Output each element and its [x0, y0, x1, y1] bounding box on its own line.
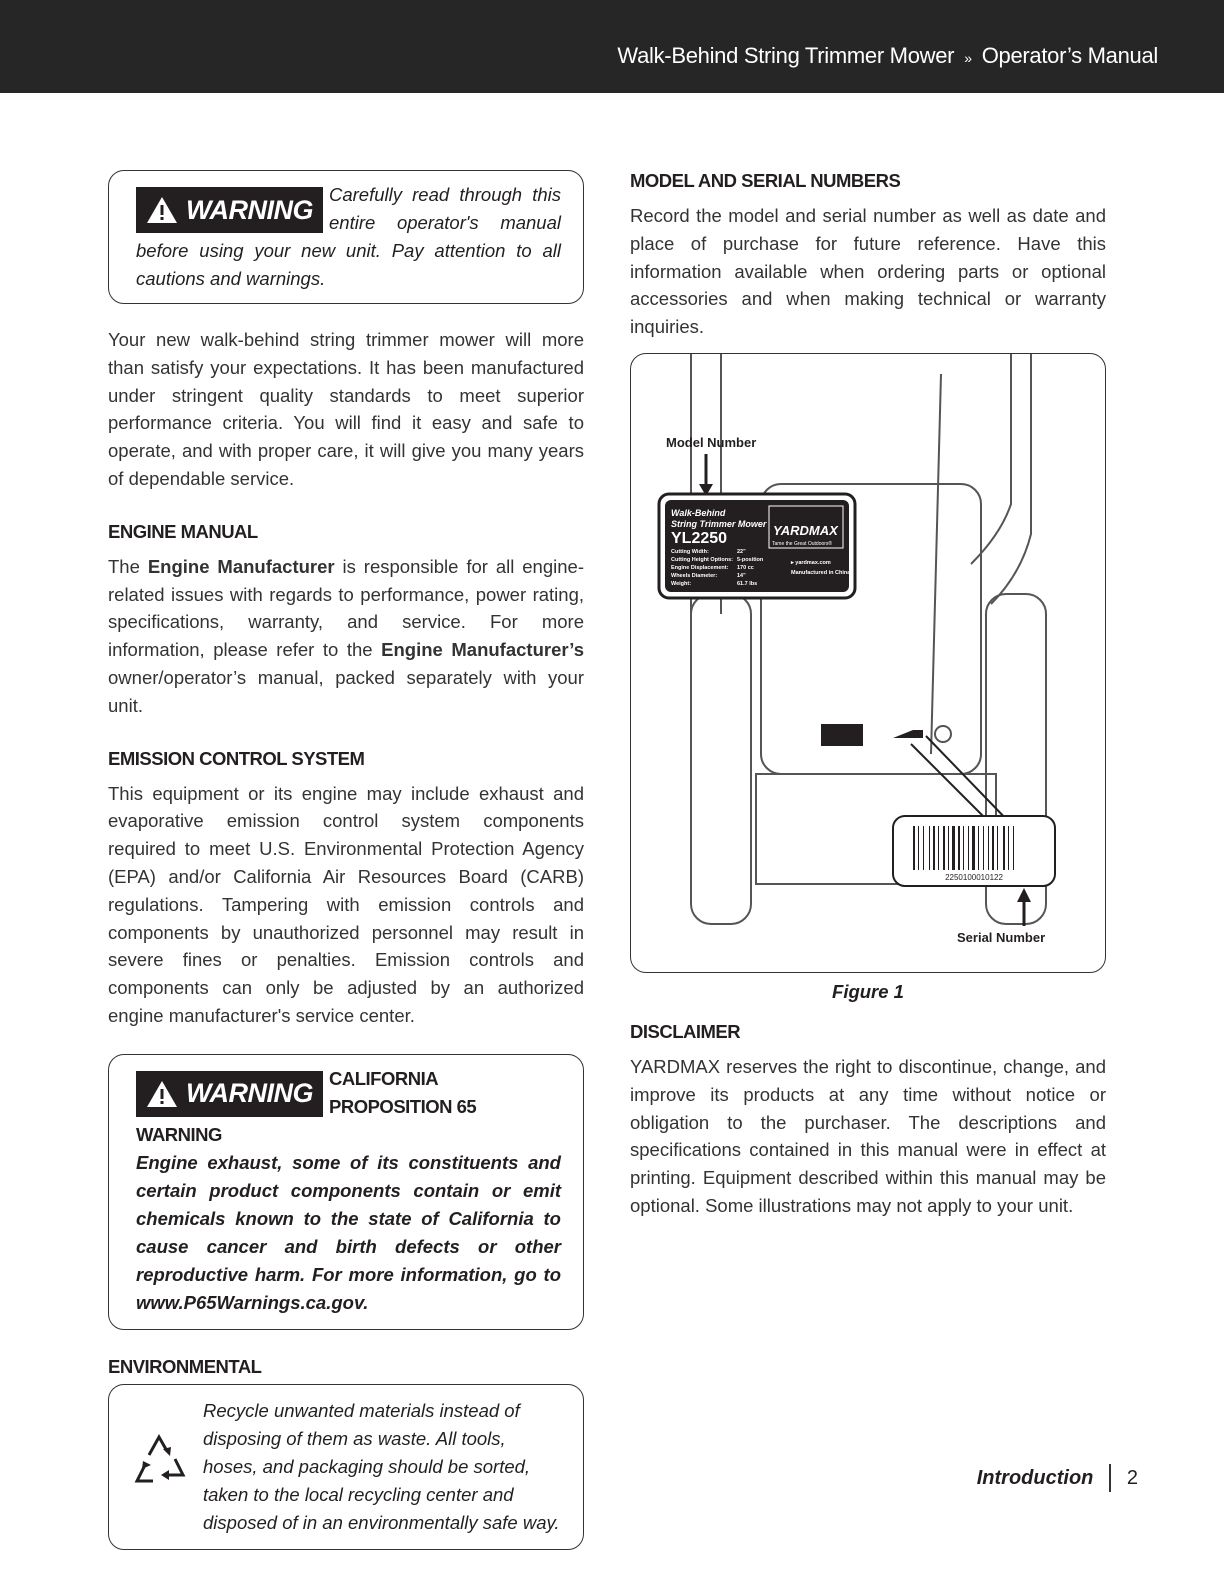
- svg-text:Engine Displacement:: Engine Displacement:: [671, 564, 729, 571]
- warning-box-manual: [108, 170, 584, 304]
- svg-text:String Trimmer Mower: String Trimmer Mower: [671, 518, 767, 529]
- serial-number: 2250100010122: [945, 872, 1003, 882]
- svg-text:Weight:: Weight:: [671, 580, 692, 587]
- disclaimer-paragraph: YARDMAX reserves the right to discontinue, change, and improve its products at any time without notice or obligation to the purchaser. The descriptions and specifications contained in this manual were in effect at printing. Equipment described within this manual may be optional. Some illustrations may not apply to your unit.: [630, 1055, 1106, 1216]
- model-number-label: Model Number: [666, 434, 757, 450]
- serial-number-label: Serial Number: [957, 929, 1046, 945]
- svg-text:Tame the Great Outdoors®: Tame the Great Outdoors®: [772, 540, 833, 547]
- warning-badge: WARNING: [136, 1071, 323, 1117]
- page-number: 2: [1126, 1466, 1138, 1489]
- svg-text:Cutting Height Options:: Cutting Height Options:: [671, 556, 734, 563]
- svg-text:61.7 lbs: 61.7 lbs: [737, 580, 758, 587]
- svg-text:Cutting Width:: Cutting Width:: [671, 548, 709, 555]
- svg-text:▸ yardmax.com: ▸ yardmax.com: [791, 559, 831, 566]
- warning-badge: WARNING: [136, 187, 323, 233]
- engine-manual-paragraph: The Engine Manufacturer is responsible for all engine-related issues with regards to performance, power rating, specifications, warranty, and service. For more information, please refer to the Engine Manufacturer’s owner/operator’s manual, packed separately with your unit.: [108, 555, 584, 716]
- intro-paragraph: Your new walk-behind string trimmer mower will more than satisfy your expectations. It has been manufactured under stringent quality standards to meet superior performance criteria. You will find it easy and safe to operate, and with proper care, it will give you many years of dependable service.: [108, 329, 584, 489]
- warning-box-prop65: [108, 1054, 584, 1330]
- figure-caption: Figure 1: [832, 980, 904, 1002]
- emission-paragraph: This equipment or its engine may include exhaust and evaporative emission control system components required to meet U.S. Environmental Protection Agency (EPA) and/or California Air Resources Board (CARB) regulations. Tampering with emission controls and components by unauthorized personnel may result in severe fines or penalties. Emission controls and components can only be adjusted by an authorized engine manufacturer's service center.: [108, 782, 584, 1026]
- warning-triangle-icon: [146, 1080, 178, 1108]
- svg-text:Walk-Behind: Walk-Behind: [671, 507, 726, 518]
- page-header: [0, 0, 1224, 93]
- left-column: [108, 170, 584, 1550]
- svg-text:Manufactured in China: Manufactured in China: [791, 569, 851, 576]
- environmental-text: Recycle unwanted materials instead of disposing of them as waste. All tools, hoses, and packaging should be sorted, taken to the local recycling center and disposed of in an environmentally safe way.: [203, 1399, 560, 1533]
- svg-text:14": 14": [737, 572, 746, 579]
- recycle-icon: [127, 1429, 193, 1491]
- model-serial-heading: MODEL AND SERIAL NUMBERS: [630, 170, 901, 191]
- footer-divider: [1109, 1464, 1111, 1492]
- model-serial-paragraph: Record the model and serial number as well as date and place of purchase for future reference. Have this information available when ordering parts or optional accessories and when making technical or warranty inquiries.: [630, 205, 1106, 338]
- footer-section: Introduction: [976, 1466, 1094, 1489]
- figure-1: [630, 353, 1106, 973]
- model-number: YL2250: [671, 529, 728, 547]
- mower-illustration: [631, 354, 1106, 973]
- header-separator: »: [964, 50, 972, 66]
- warning-triangle-icon: [146, 196, 178, 224]
- right-column: [630, 170, 1106, 1220]
- brand-logo: YARDMAX: [773, 522, 838, 538]
- header-manual: Operator’s Manual: [981, 43, 1158, 68]
- svg-text:Wheels Diameter:: Wheels Diameter:: [671, 572, 718, 579]
- environmental-box: [108, 1384, 584, 1550]
- svg-text:5-position: 5-position: [737, 556, 764, 563]
- svg-text:170 cc: 170 cc: [737, 564, 754, 571]
- prop65-text: Engine exhaust, some of its constituents and certain product components contain or emit chemicals known to the state of California to cause cancer and birth defects or other reproductive harm. For more information, go to www.P65Warnings.ca.gov.: [136, 1151, 561, 1313]
- page-footer: [977, 1464, 1138, 1492]
- engine-manual-heading: ENGINE MANUAL: [108, 520, 258, 542]
- emission-heading: EMISSION CONTROL SYSTEM: [108, 747, 365, 769]
- prop65-title: CALIFORNIA PROPOSITION 65 WARNING: [136, 1067, 477, 1145]
- warning-text: Carefully read through this entire operator's manual before using your new unit. Pay attention to all cautions and warnings.: [136, 184, 561, 289]
- disclaimer-heading: DISCLAIMER: [630, 1020, 741, 1042]
- svg-text:22": 22": [737, 548, 746, 555]
- environmental-heading: ENVIRONMENTAL: [108, 1355, 262, 1377]
- header-product: Walk-Behind String Trimmer Mower: [617, 43, 955, 68]
